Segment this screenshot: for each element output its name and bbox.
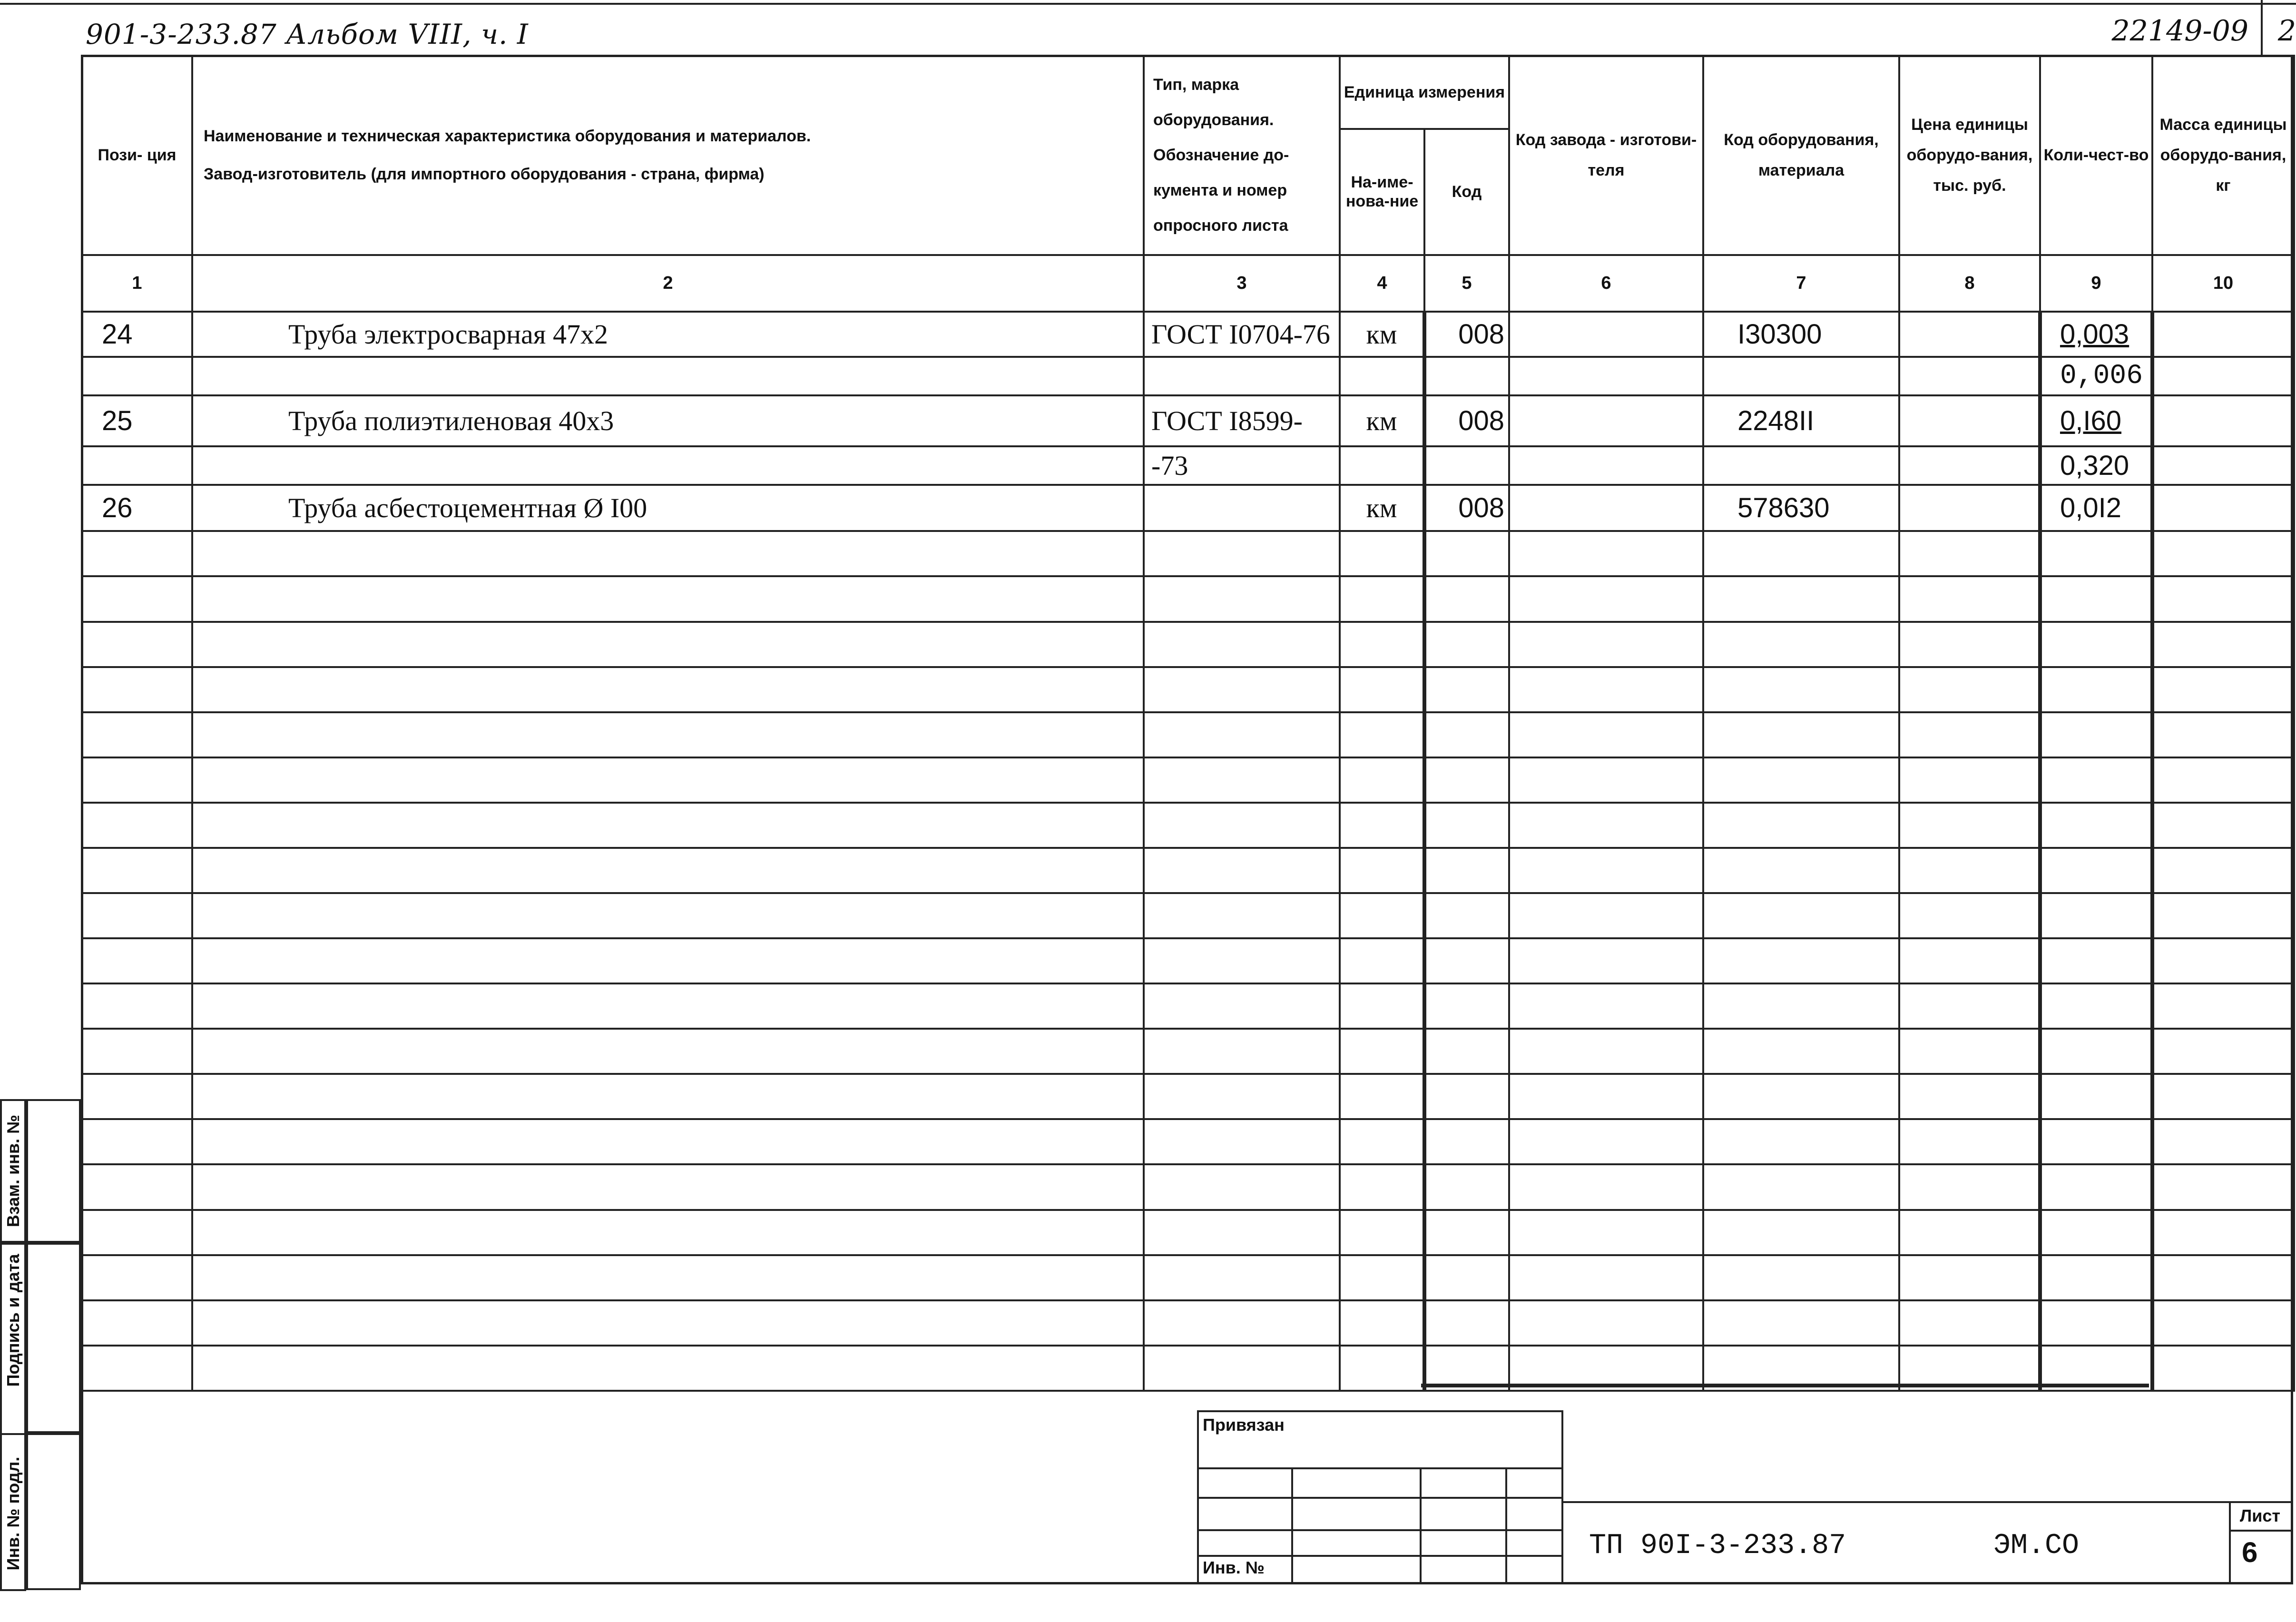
column-number: 7	[1703, 255, 1899, 312]
column-number: 8	[1899, 255, 2040, 312]
row-factory-code	[1509, 395, 1703, 446]
side-label-inventory: Инв. № подл.	[3, 1456, 23, 1571]
row-factory-code	[1509, 485, 1703, 531]
header-unit: Единица измерения	[1340, 56, 1509, 129]
row-name: Труба полиэтиленовая 40х3	[192, 395, 1144, 446]
table-row	[82, 1119, 2294, 1164]
table-row	[82, 357, 2294, 395]
row-quantity	[2040, 312, 2152, 357]
row-unit: км	[1340, 485, 1424, 531]
side-label-signature: Подпись и дата	[3, 1254, 23, 1387]
row-document	[1144, 485, 1340, 531]
table-row	[82, 622, 2294, 667]
row-material-code: 2248II	[1703, 395, 1899, 446]
side-field-signature	[26, 1243, 81, 1433]
row-unit-code: 008	[1424, 312, 1509, 357]
row-unit: км	[1340, 312, 1424, 357]
table-row	[82, 712, 2294, 757]
sheet-label: Лист	[2240, 1506, 2281, 1525]
header-name-line1: Наименование и техническая характеристика оборудования и материалов.	[204, 127, 811, 146]
row-document-continued: -73	[1144, 446, 1340, 485]
table-row	[82, 446, 2294, 485]
side-field-replacement	[26, 1099, 81, 1243]
sheet-number: 6	[2242, 1536, 2258, 1568]
header-unit-code: Код	[1424, 129, 1509, 255]
row-unit-code: 008	[1424, 395, 1509, 446]
header-quantity: Коли-чест-во	[2040, 56, 2152, 255]
column-number: 3	[1144, 255, 1340, 312]
header-price: Цена единицы оборудо-вания, тыс. руб.	[1899, 56, 2040, 255]
table-row	[82, 1210, 2294, 1255]
side-field-inventory	[26, 1433, 81, 1590]
binding-divider	[1291, 1467, 1293, 1584]
column-number: 4	[1340, 255, 1424, 312]
table-row	[82, 848, 2294, 893]
table-row	[82, 531, 2294, 576]
binding-line	[1197, 1529, 1563, 1531]
edge-character: 2	[2277, 14, 2296, 48]
header-type: Тип, марка оборудования. Обозначение до-кумента и номер опросного листа	[1144, 56, 1340, 255]
table-row	[82, 1029, 2294, 1074]
row-mass	[2152, 395, 2294, 446]
top-border-line	[0, 3, 2296, 5]
header-position: Пози- ция	[82, 56, 192, 255]
table-row	[82, 1164, 2294, 1209]
row-unit-code: 008	[1424, 485, 1509, 531]
document-number: 22149-09	[2111, 14, 2248, 48]
row-document: ГОСТ I0704-76	[1144, 312, 1340, 357]
project-designation: ТП 90I-3-233.87	[1589, 1530, 1846, 1562]
row-price	[1899, 485, 2040, 531]
row-quantity-value: 0,003	[2060, 319, 2129, 350]
row-quantity-total: 0,320	[2040, 446, 2152, 485]
row-quantity: 0,0I2	[2040, 485, 2152, 531]
row-unit: км	[1340, 395, 1424, 446]
table-row	[82, 757, 2294, 803]
side-separator	[0, 1433, 26, 1435]
row-document: ГОСТ I8599-	[1144, 395, 1340, 446]
table-row	[82, 983, 2294, 1029]
row-mass	[2152, 312, 2294, 357]
column-number: 1	[82, 255, 192, 312]
table-row	[82, 1255, 2294, 1300]
table-row	[82, 1074, 2294, 1119]
sheet-number-divider	[2229, 1530, 2293, 1532]
row-price	[1899, 312, 2040, 357]
album-reference: 901-3-233.87 Альбом VIII, ч. I	[86, 18, 529, 50]
column-number: 2	[192, 255, 1144, 312]
header-name	[192, 56, 1144, 255]
table-row	[82, 667, 2294, 712]
row-material-code: 578630	[1703, 485, 1899, 531]
binding-line	[1197, 1497, 1563, 1499]
column-number: 6	[1509, 255, 1703, 312]
binding-line	[1197, 1467, 1563, 1469]
binding-divider	[1420, 1467, 1422, 1584]
row-factory-code	[1509, 312, 1703, 357]
table-row	[82, 576, 2294, 621]
side-stamp	[0, 1099, 78, 1584]
specification-table	[81, 55, 2295, 1392]
header-mass: Масса единицы оборудо-вания, кг	[2152, 56, 2294, 255]
row-mass	[2152, 485, 2294, 531]
drawing-mark: ЭМ.СО	[1993, 1530, 2080, 1562]
column-number: 9	[2040, 255, 2152, 312]
column-number: 5	[1424, 255, 1509, 312]
binding-divider	[1505, 1467, 1507, 1584]
row-name: Труба асбестоцементная Ø I00	[192, 485, 1144, 531]
row-position: 25	[82, 395, 192, 446]
row-quantity	[2040, 395, 2152, 446]
table-row	[82, 803, 2294, 848]
row-quantity-value: 0,I60	[2060, 405, 2121, 437]
table-row	[82, 485, 2294, 531]
side-label-replacement: Взам. инв. №	[3, 1114, 23, 1228]
header-factory-code: Код завода - изготови-теля	[1509, 56, 1703, 255]
table-row	[82, 312, 2294, 357]
header-separator	[2261, 0, 2263, 57]
row-quantity-total: 0,006	[2040, 357, 2152, 395]
row-price	[1899, 395, 2040, 446]
table-row	[82, 395, 2294, 446]
header-material-code: Код оборудования, материала	[1703, 56, 1899, 255]
row-name: Труба электросварная 47х2	[192, 312, 1144, 357]
side-cell-signature	[0, 1243, 26, 1591]
table-row	[82, 893, 2294, 938]
row-position: 24	[82, 312, 192, 357]
table-row	[82, 938, 2294, 983]
side-cell-replacement	[0, 1099, 26, 1243]
table-bottom-rule	[1421, 1384, 2149, 1387]
row-material-code: I30300	[1703, 312, 1899, 357]
binding-line	[1197, 1555, 1563, 1557]
column-number: 10	[2152, 255, 2294, 312]
table-row	[82, 1300, 2294, 1346]
header-unit-name: На-име-нова-ние	[1340, 129, 1424, 255]
inventory-label: Инв. №	[1203, 1558, 1265, 1577]
header-name-line2: Завод-изготовитель (для импортного оборудования - страна, фирма)	[204, 165, 765, 184]
binding-label: Привязан	[1203, 1415, 1285, 1435]
row-position: 26	[82, 485, 192, 531]
